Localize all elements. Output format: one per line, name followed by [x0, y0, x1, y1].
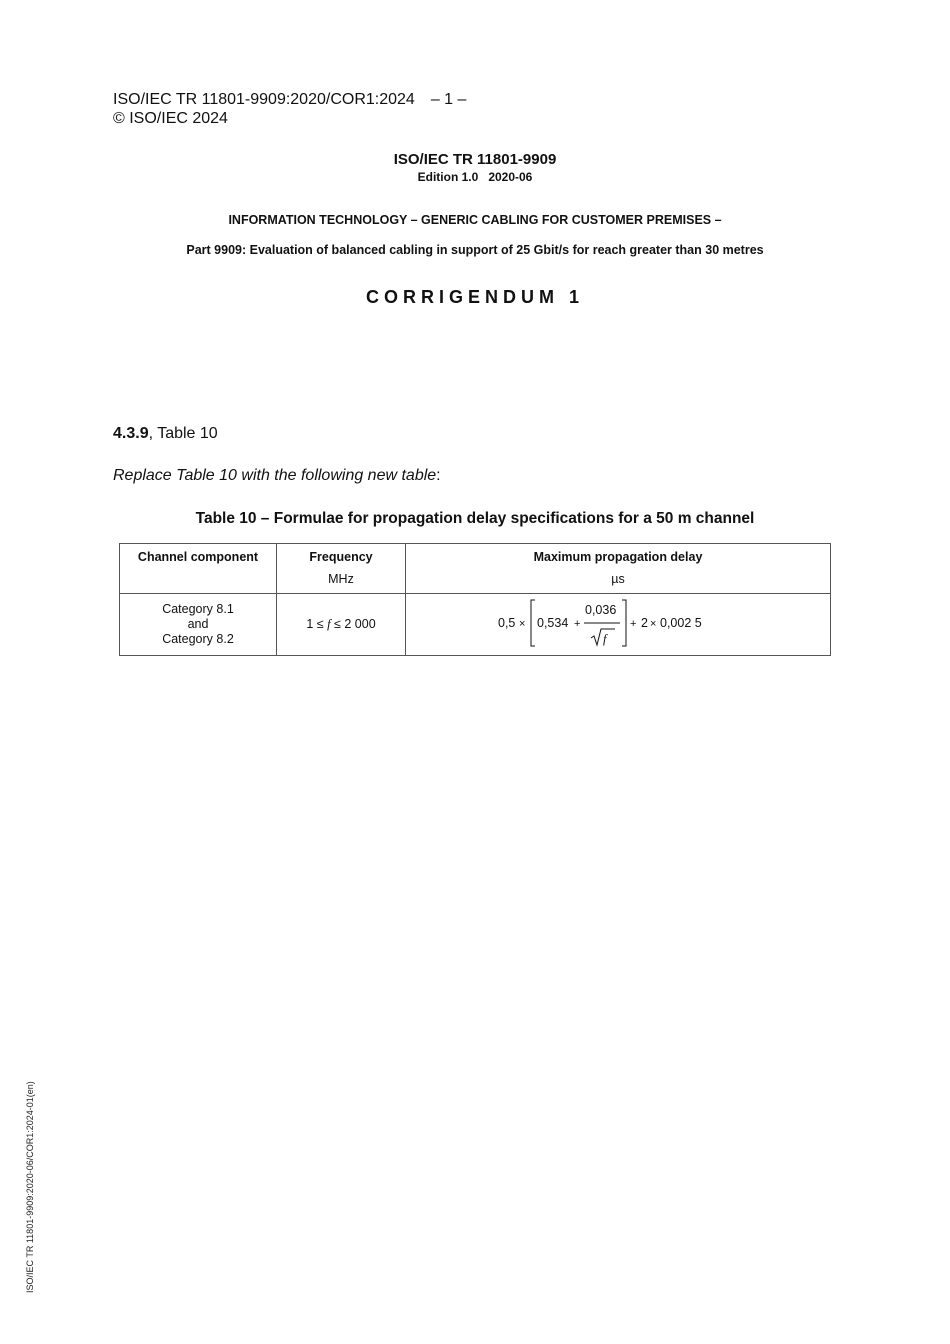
freq-suffix: ≤ 2 000 — [330, 617, 376, 631]
instruction-colon: : — [436, 467, 441, 484]
formula-denominator: f — [603, 632, 607, 646]
formula-coef: 0,5 — [498, 616, 516, 630]
formula-cell — [406, 594, 831, 656]
component-line: Category 8.2 — [162, 632, 234, 646]
component-cell — [120, 594, 277, 656]
table-header-row — [120, 544, 831, 594]
formula-times: × — [650, 618, 657, 630]
edition: Edition 1.0 — [417, 170, 479, 184]
header-label: Frequency — [309, 550, 373, 564]
frequency-cell — [277, 594, 406, 656]
formula-const: 0,534 — [537, 616, 569, 630]
freq-prefix: 1 ≤ — [306, 617, 328, 631]
header-unit: MHz — [328, 572, 354, 586]
header-line — [113, 90, 466, 109]
delay-formula — [498, 595, 738, 651]
instruction-text: Replace Table 10 with the following new table — [113, 467, 437, 484]
clause-table-ref: , Table 10 — [148, 425, 218, 442]
right-bracket — [622, 600, 626, 646]
table-row — [120, 594, 831, 656]
formula-times: × — [519, 618, 526, 630]
sidebar-reference: ISO/IEC TR 11801-9909:2020-06/COR1:2024-01(en) — [25, 1081, 35, 1293]
clause-reference — [113, 425, 218, 443]
header-cell-delay — [406, 544, 831, 594]
clause-number: 4.3.9 — [113, 425, 149, 442]
page-header — [113, 90, 466, 128]
formula-plus: + — [630, 618, 637, 630]
header-cell-frequency — [277, 544, 406, 594]
doc-reference: ISO/IEC TR 11801-9909:2020/COR1:2024 — [113, 91, 415, 108]
freq-variable: f — [327, 617, 331, 631]
document-part-title: Part 9909: Evaluation of balanced cabling in support of 25 Gbit/s for reach greater than 30 metres — [186, 243, 764, 257]
corrigendum-heading: CORRIGENDUM 1 — [365, 287, 584, 307]
formula-delay-const: 0,002 5 — [660, 616, 702, 630]
edition-line — [0, 170, 950, 184]
header-label: Maximum propagation delay — [533, 550, 703, 564]
formula-numerator: 0,036 — [585, 603, 617, 617]
document-title: INFORMATION TECHNOLOGY – GENERIC CABLING FOR CUSTOMER PREMISES – — [228, 213, 722, 227]
left-bracket — [531, 600, 535, 646]
header-cell-component — [120, 544, 277, 594]
component-line: Category 8.1 — [162, 602, 234, 616]
standard-number: ISO/IEC TR 11801-9909 — [393, 151, 557, 168]
header-label: Channel component — [137, 550, 259, 564]
edition-date: 2020-06 — [488, 170, 533, 184]
formula-factor: 2 — [641, 616, 648, 630]
formula-plus: + — [574, 618, 581, 630]
copyright: © ISO/IEC 2024 — [113, 110, 228, 127]
table-caption: Table 10 – Formulae for propagation delay specifications for a 50 m channel — [195, 510, 755, 527]
instruction — [113, 467, 441, 485]
page-number: – 1 – — [430, 91, 467, 108]
propagation-delay-table — [119, 543, 831, 656]
component-line: and — [187, 617, 209, 631]
header-unit: µs — [611, 572, 625, 586]
